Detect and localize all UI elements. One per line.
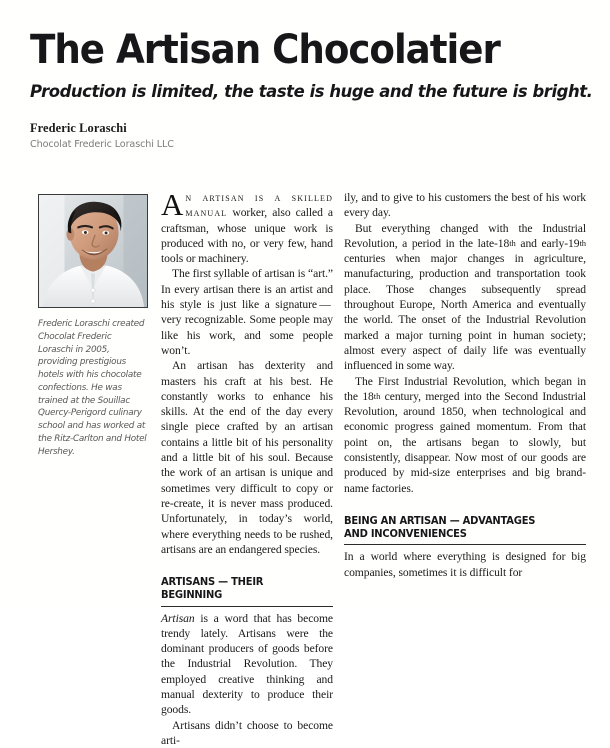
heading-spacer-2: [344, 496, 586, 503]
ordinal-suffix-18th-2: th: [373, 390, 381, 401]
author-name: Frederic Loraschi: [30, 121, 127, 135]
masthead: [30, 27, 593, 151]
section-heading-artisans-beginning: ARTISANS — THEIR BEGINNING: [161, 576, 264, 602]
author-affiliation: Chocolat Frederic Loraschi LLC: [30, 139, 174, 150]
ordinal-suffix-19th: th: [579, 237, 586, 248]
paragraph-continuation: ily, and to give to his customers the best of his work every day.: [344, 191, 586, 220]
heading-spacer: [161, 557, 333, 564]
article-deck: Production is limited, the taste is huge and the future is bright.: [30, 82, 593, 102]
paragraph-3: An artisan has dexterity and masters his craft at his best. He constantly works to enhance his skills. At the end of the day every single piece crafted by an artisan contains a little bit of his personality and a little bit of his soul. Because the work of an artisan is unique and sometimes very difficult to copy or re-create, it is never mass produced. Unfortunately, in today’s world, where everything needs to be rushed, artisans are an endangered species.: [161, 359, 333, 556]
paragraph-4-rest: is a word that has become trendy lately. Artisans were the dominant producers of goods before the Industrial Revolution. They employed creative thinking and manual dexterity to produce their goods.: [161, 611, 333, 717]
body-column-1: [161, 187, 333, 748]
paragraph-industrial-revolution: [344, 221, 586, 374]
author-portrait-photo: [38, 194, 148, 308]
r2-part-b: and early-19: [515, 236, 580, 250]
section-heading-rule-2: [344, 544, 586, 545]
paragraph-first-industrial-revolution: [344, 374, 586, 496]
ordinal-suffix-18th: th: [509, 237, 516, 248]
section-heading-being-an-artisan-line2: AND INCONVENIENCES: [344, 528, 467, 541]
paragraph-opening: [161, 187, 333, 266]
r3-part-a: The First Industrial Revolution, which began in the 18: [344, 374, 586, 403]
paragraph-6-truncated: In a world where everything is designed for big companies, sometimes it is difficult for: [344, 550, 586, 579]
r2-part-c: centuries when major changes in agriculture, manufacturing, production and transportation took place. Those changes subsequently spread throughout Europe, North America and eventually the world. The onset of the Industrial Revolution marked a major turning point in human society; almost every aspect of daily life was eventually influenced in some way.: [344, 252, 586, 373]
r3-part-b: century, merged into the Second Industrial Revolution, around 1850, when technological and economic progress gained momentum. From that point on, the artisans began to slowly, but consistently, disappear. Now most of our goods are produced by mid-size enterprises and big brand-name factories.: [344, 389, 586, 495]
italic-term-artisan: Artisan: [161, 611, 195, 625]
sidebar-photo-column: [38, 194, 150, 458]
paragraph-4: [161, 611, 333, 718]
page-title: The Artisan Chocolatier: [30, 27, 500, 73]
drop-cap: A: [161, 187, 184, 222]
section-heading-rule: [161, 606, 333, 607]
paragraph-5-truncated: Artisans didn’t choose to become arti-: [161, 718, 333, 747]
photo-caption: Frederic Loraschi created Chocolat Frederic Loraschi in 2005, providing prestigious hotels with his chocolate confections. He was trained at the Souillac Quercy-Perigord culinary school and has worked at the Ritz-Carlton and Hotel Hershey.: [38, 319, 147, 457]
body-column-2: [344, 190, 586, 580]
r2-part-a: But everything changed with the Industrial Revolution, a period in the late-18: [344, 221, 586, 250]
paragraph-2: The first syllable of artisan is “art.” In every artisan there is an artist and his style is just like a signature — very recognizable. Some people may like his work, and some people won’t.: [161, 267, 333, 357]
opening-rest: worker, also called a craftsman, whose unique work is produced with no, or very few, hand tools or machinery.: [161, 206, 333, 266]
opening-small-caps: n artisan is a skilled manual: [185, 191, 333, 220]
section-heading-being-an-artisan-line1: BEING AN ARTISAN — ADVANTAGES: [344, 514, 536, 527]
